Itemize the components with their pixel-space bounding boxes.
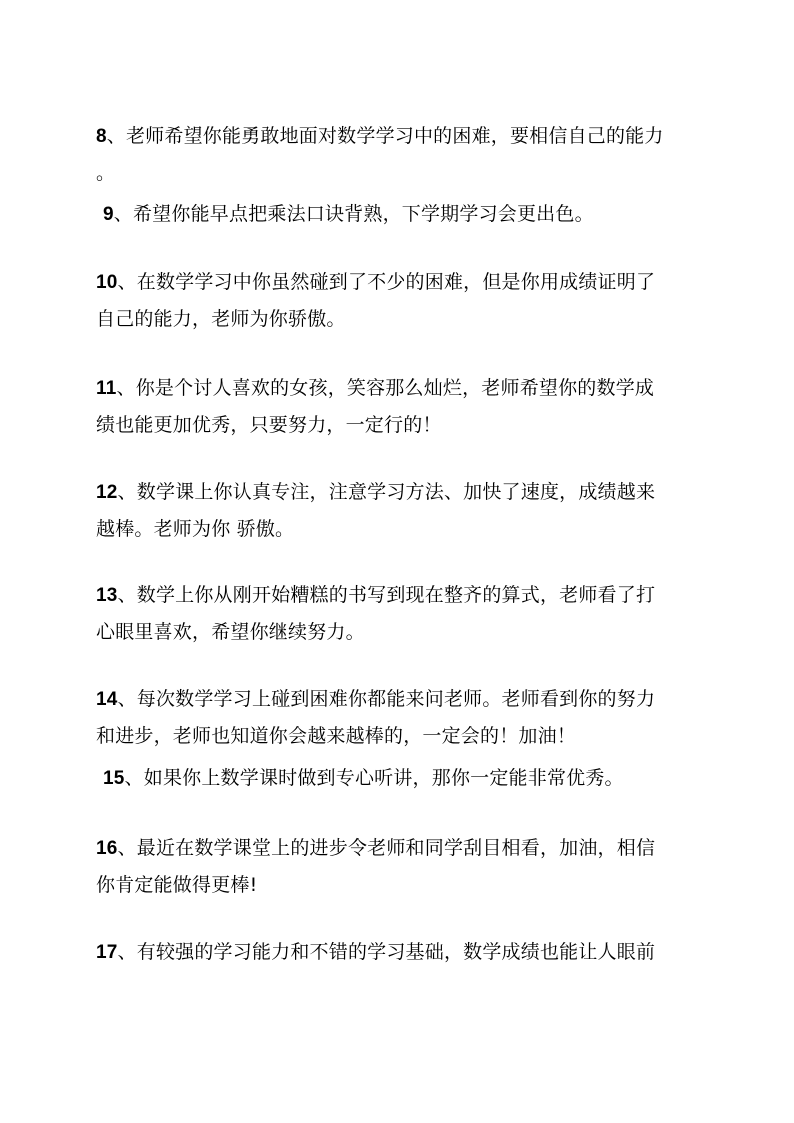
paragraph-line [96, 681, 696, 718]
paragraph-line [96, 474, 696, 511]
item-text: 自己的能力，老师为你骄傲。 [96, 308, 346, 330]
paragraph-line [96, 511, 696, 548]
item-text: 、老师希望你能勇敢地面对数学学习中的困难，要相信自己的能力 [106, 125, 664, 147]
item-number: 14 [96, 689, 118, 710]
paragraph-line [96, 830, 696, 867]
paragraph-line [96, 264, 696, 301]
paragraph-line [96, 577, 696, 614]
item-number: 9 [103, 204, 114, 225]
item-text: 、数学课上你认真专注，注意学习方法、加快了速度，成绩越来 [117, 481, 656, 503]
paragraph-10 [96, 264, 696, 338]
item-text: 越棒。老师为你 骄傲。 [96, 518, 295, 540]
paragraph-line [96, 718, 696, 755]
item-text: 、在数学学习中你虽然碰到了不少的困难，但是你用成绩证明了 [117, 271, 656, 293]
paragraph-line [96, 301, 696, 338]
item-text: 心眼里喜欢，希望你继续努力。 [96, 621, 365, 643]
item-number: 15 [103, 768, 125, 789]
item-text: 。 [96, 162, 116, 184]
item-text: 、每次数学学习上碰到困难你都能来问老师。老师看到你的努力 [117, 688, 656, 710]
paragraph-line [96, 614, 696, 651]
paragraph-line [96, 934, 696, 971]
item-text: 、希望你能早点把乘法口诀背熟，下学期学习会更出色。 [113, 203, 594, 225]
paragraph-line [96, 867, 696, 904]
item-number: 12 [96, 482, 118, 503]
paragraph-line [103, 760, 703, 797]
item-text: 你肯定能做得更棒! [96, 874, 258, 896]
paragraph-17 [96, 934, 696, 971]
item-number: 17 [96, 942, 118, 963]
item-number: 13 [96, 585, 118, 606]
item-text: 、最近在数学课堂上的进步令老师和同学刮目相看，加油，相信 [117, 837, 656, 859]
paragraph-line [96, 118, 696, 155]
paragraph-8 [96, 118, 696, 192]
paragraph-line [96, 155, 696, 192]
item-text: 、数学上你从刚开始糟糕的书写到现在整齐的算式，老师看了打 [117, 584, 656, 606]
paragraph-11 [96, 370, 696, 444]
paragraph-14 [96, 681, 696, 755]
paragraph-15 [103, 760, 703, 797]
item-text: 绩也能更加优秀，只要努力，一定行的！ [96, 414, 442, 436]
item-number: 11 [96, 378, 117, 399]
item-text: 、你是个讨人喜欢的女孩，笑容那么灿烂，老师希望你的数学成 [116, 377, 655, 399]
paragraph-12 [96, 474, 696, 548]
item-text: 、有较强的学习能力和不错的学习基础，数学成绩也能让人眼前 [117, 941, 656, 963]
item-text: 和进步，老师也知道你会越来越棒的，一定会的！加油！ [96, 725, 577, 747]
paragraph-line [96, 407, 696, 444]
paragraph-9 [103, 196, 703, 233]
item-number: 16 [96, 838, 118, 859]
item-number: 8 [96, 126, 107, 147]
paragraph-line [96, 370, 696, 407]
paragraph-16 [96, 830, 696, 904]
item-number: 10 [96, 272, 118, 293]
paragraph-13 [96, 577, 696, 651]
paragraph-line [103, 196, 703, 233]
item-text: 、如果你上数学课时做到专心听讲，那你一定能非常优秀。 [124, 767, 624, 789]
